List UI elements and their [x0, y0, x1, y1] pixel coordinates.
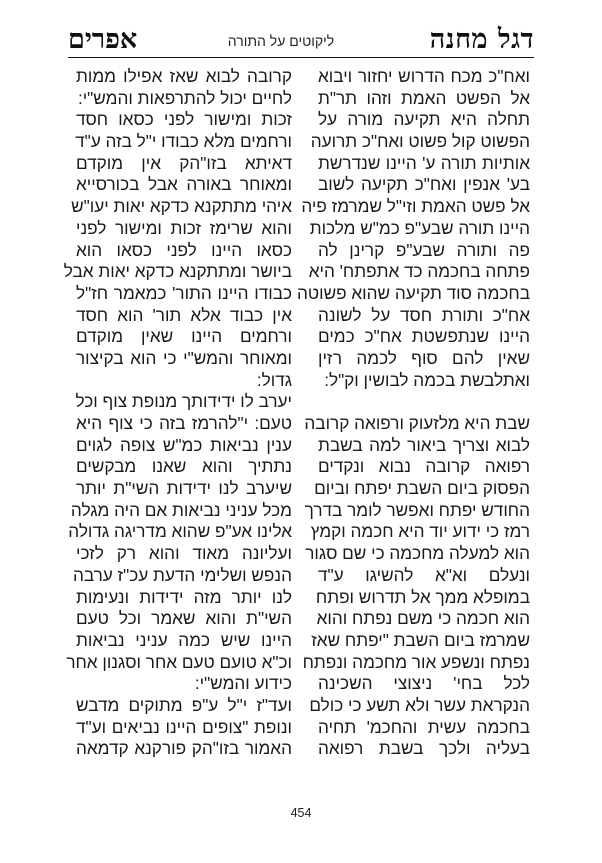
text-line: החודש יפתח ואפשר לומר בדרך [304, 499, 530, 520]
text-line: הוא למעלה מחכמה כי שם סגור [305, 543, 530, 564]
header-title-left: אפרים [68, 24, 138, 55]
text-line: והוא שרימז זכות ומישור לפני [76, 217, 292, 238]
right-column [296, 66, 530, 760]
text-line: ורחמים מלא כבודו י"ל בזה ע"ד [75, 131, 292, 152]
text-line: אותיות תורה ע' היינו שנדרשת [318, 152, 530, 173]
text-line: האמור בזו"הק פורקנא קדמאה [76, 738, 292, 759]
text-line: בחכמה סוד תקיעה שהוא פשוטה [296, 282, 530, 303]
text-line: היינו תורה שבע"פ כמ"ש מלכות [309, 217, 530, 238]
text-line: בע' אנפין ואח"כ תקיעה לשוב [318, 174, 530, 195]
text-line: שאין להם סוף לכמה רזין [318, 347, 530, 368]
text-line: בחכמה עשית והחכמ' תחיה [318, 716, 530, 737]
text-line: וכ"א טועם טעם אחר וסגנון אחר [66, 651, 292, 672]
text-line: רפואה קרובה נבוא ונקדים [318, 456, 530, 477]
text-line: ענין נביאות כמ"ש צופה לגוים [76, 434, 292, 455]
header-rule [68, 57, 534, 58]
paragraph [296, 66, 530, 391]
text-line: ונופת "צופים היינו נביאים וע"ד [76, 716, 292, 737]
text-line: היינו שיש כמה עניני נביאות [76, 629, 292, 650]
paragraph [76, 695, 292, 760]
text-line: כידוע והמש"י: [194, 673, 292, 694]
running-header [68, 24, 534, 60]
header-subtitle: ליקוטים על התורה [227, 33, 335, 49]
text-line: איהי מתתקנא כדקא יאות יעו"ש [71, 196, 292, 217]
text-line: כסאו היינו לפני כסאו הוא [76, 239, 292, 260]
text-line: היינו שנתפשטת אח"כ כמים [318, 326, 530, 347]
text-line: השי"ת והוא שאמר וכל טעם [76, 608, 292, 629]
text-line: זכות ומישור לפני כסאו חסד [76, 109, 292, 130]
text-line: שמרמז ביום השבת "יפתח שאז [311, 629, 530, 650]
text-line: לכל בחי' ניצוצי השכינה [318, 673, 530, 694]
text-line: טעם: י"להרמז בזה כי צוף היא [76, 413, 292, 433]
text-line: ונעלם וא"א להשיגו ע"ד [318, 564, 530, 585]
paragraph [63, 109, 292, 391]
text-line: לבוא וצריך ביאור למה בשבת [318, 434, 530, 455]
text-line: אל הפשט האמת וזהו תר"ת [318, 87, 530, 108]
text-line: הנפש ושלימי הדעת עכ"ז ערבה [72, 564, 292, 585]
left-column [63, 66, 292, 760]
text-line: ומאוחר באורה אבל בכורסייא [76, 174, 292, 195]
text-line: הוא חכמה כי משם נפתח והוא [316, 608, 530, 629]
paragraph [66, 391, 292, 695]
text-line: פה ותורה שבע"פ קרינן לה [318, 239, 530, 260]
text-line: ועד"ז י"ל ע"פ מתוקים מדבש [76, 694, 292, 715]
text-line: במופלא ממך אל תדרוש ופתח [315, 586, 530, 607]
paragraph [76, 66, 292, 109]
text-line: אלינו אע"פ שהוא מדריגה גדולה [68, 521, 292, 542]
page-number: 454 [290, 806, 312, 820]
text-line: ועליונה מאוד והוא רק לזכי [76, 543, 292, 564]
text-line: אח"כ ותורת חסד על לשונה [318, 304, 530, 325]
text-line: לחיים יכול להתרפאות והמש"י: [77, 87, 292, 108]
text-line: הנקראת עשר ולא תשע כי כולם [309, 694, 530, 715]
text-line: נתתיך והוא שאנו מבקשים [76, 456, 292, 477]
text-line: לנו יותר מזה ידידות ונעימות [76, 586, 292, 607]
text-line: אל פשט האמת וזי"ל שמרמז פיה [301, 196, 530, 217]
text-line: הפסוק ביום השבת יפתח וביום [314, 478, 530, 499]
text-line: מכל עניני נביאות אם היה מגלה [70, 499, 292, 520]
text-line: פתחה בחכמה כד אתפתח' היא [308, 261, 530, 282]
text-line: יערב לו ידידותך מנופת צוף וכל [75, 391, 292, 412]
text-line: ביושר ומתתקנא כדקא יאות אבל [63, 261, 292, 282]
text-line: קרובה לבוא שאז אפילו ממות [76, 66, 292, 86]
paragraph-gap [318, 391, 530, 413]
header-title-right: דגל מחנה [429, 24, 534, 55]
text-line: שיערב לנו ידידות השי"ת יותר [76, 478, 292, 499]
text-line: רמז כי ידוע יוד היא חכמה וקמץ [310, 521, 530, 542]
text-line: שבת היא מלזעוק ורפואה קרובה [304, 413, 530, 433]
text-line: נפתח ונשפע אור מחכמה ונפתח [302, 651, 530, 672]
paragraph [302, 413, 530, 760]
text-line: דאיתא בזו"הק אין מוקדם [76, 152, 292, 173]
text-line: ומאוחר והמש"י כי הוא בקיצור [76, 347, 292, 368]
text-line: ואתלבשת בכמה לבושין וק"ל: [324, 369, 530, 390]
text-line: ורחמים היינו שאין מוקדם [76, 326, 292, 347]
text-line: הפשוט קול פשוט ואח"כ תרועה [310, 131, 530, 152]
text-line: בעליה ולכך בשבת רפואה [318, 738, 530, 759]
text-line: גדול: [256, 369, 292, 390]
text-line: כבודו היינו התור' כמאמר חז"ל [76, 282, 292, 303]
text-line: תחלה היא תקיעה מורה על [318, 109, 530, 130]
text-line: ואח"כ מכח הדרוש יחזור ויבוא [318, 66, 530, 86]
text-line: אין כבוד אלא תור' הוא חסד [76, 304, 292, 325]
